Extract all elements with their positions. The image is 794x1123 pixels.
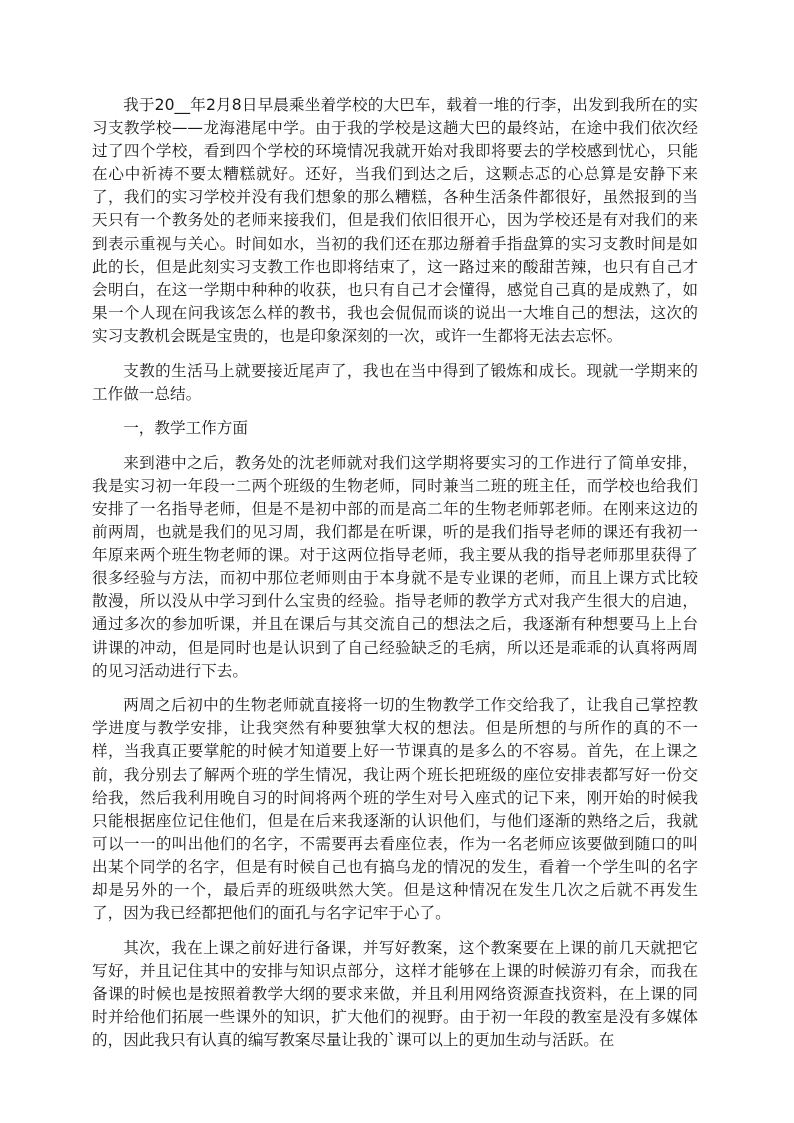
paragraph-intro: 我于20__年2月8日早晨乘坐着学校的大巴车，载着一堆的行李，出发到我所在的实习支教学校——龙海港尾中学。由于我的学校是这趟大巴的最终站，在途中我们依次经过了四个学校，看到四个学校的环境情况我就开始对我即将要去的学校感到忧心，只能在心中祈祷不要太糟糕就好。还好，当我们到达之后，这颗忐忑的心总算是安静下来了，我们的实习学校并没有我们想象的那么糟糕，各种生活条件都很好，虽然报到的当天只有一个教务处的老师来接我们，但是我们依旧很开心，因为学校还是有对我们的来到表示重视与关心。时间如水，当初的我们还在那边掰着手指盘算的实习支教时间是如此的长，但是此刻实习支教工作也即将结束了，这一路过来的酸甜苦辣，也只有自己才会明白，在这一学期中种种的收获，也只有自己才会懂得，感觉自己真的是成熟了，如果一个人现在问我该怎么样的教书，我也会侃侃而谈的说出一大堆自己的想法，这次的实习支教机会既是宝贵的，也是印象深刻的一次，或许一生都将无法去忘怀。 — [92, 96, 698, 345]
paragraph-teaching-arrival: 来到港中之后，教务处的沈老师就对我们这学期将要实习的工作进行了简单安排，我是实习初一年段一二两个班级的生物老师，同时兼当二班的班主任，而学校也给我们安排了一名指导老师，但是不是初中部的而是高二年的生物老师郭老师。在刚来这边的前两周，也就是我们的见习周，我们都是在听课，听的是我们指导老师的课还有我初一年原来两个班生物老师的课。对于这两位指导老师，我主要从我的指导老师那里获得了很多经验与方法，而初中那位老师则由于本身就不是专业课的老师，而且上课方式比较散漫，所以没从中学习到什么宝贵的经验。指导老师的教学方式对我产生很大的启迪，通过多次的参加听课，并且在课后与其交流自己的想法之后，我逐渐有种想要马上上台讲课的冲动，但是同时也是认识到了自己经验缺乏的毛病，所以还是乖乖的认真将两周的见习活动进行下去。 — [92, 453, 698, 680]
section-heading-teaching: 一，教学工作方面 — [123, 419, 248, 438]
paragraph-lesson-prep: 其次，我在上课之前好进行备课，并写好教案，这个教案要在上课的前几天就把它写好，并且记住其中的安排与知识点部分，这样才能够在上课的时候游刃有余，而我在备课的时候也是按照着教学大纲的要求来做，并且利用网络资源查找资料，在上课的同时并给他们拓展一些课外的知识，扩大他们的视野。由于初一年段的教室是没有多媒体的，因此我只有认真的编写教案尽量让我的`课可以上的更加生动与活跃。在 — [92, 938, 698, 1050]
paragraph-summary-intro: 支教的生活马上就要接近尾声了，我也在当中得到了锻炼和成长。现就一学期来的工作做一总结。 — [92, 361, 698, 403]
paragraph-teaching-takeover: 两周之后初中的生物老师就直接将一切的生物教学工作交给我了，让我自己掌控教学进度与教学安排，让我突然有种要独掌大权的想法。但是所想的与所作的真的不一样，当我真正要掌舵的时候才知道要上好一节课真的是多么的不容易。首先，在上课之前，我分别去了解两个班的学生情况，我让两个班长把班级的座位安排表都写好一份交给我，然后我利用晚自习的时间将两个班的学生对号入座式的记下来，刚开始的时候我只能根据座位记住他们，但是在后来我逐渐的认识他们，与他们逐渐的熟络之后，我就可以一一的叫出他们的名字，不需要再去看座位表，作为一名老师应该要做到随口的叫出某个同学的名字，但是有时候自己也有搞乌龙的情况的发生，看着一个学生叫的名字却是另外的一个，最后弄的班级哄然大笑。但是这种情况在发生几次之后就不再发生了，因为我已经都把他们的面孔与名字记牢于心了。 — [92, 696, 698, 923]
document-body — [92, 94, 698, 1052]
